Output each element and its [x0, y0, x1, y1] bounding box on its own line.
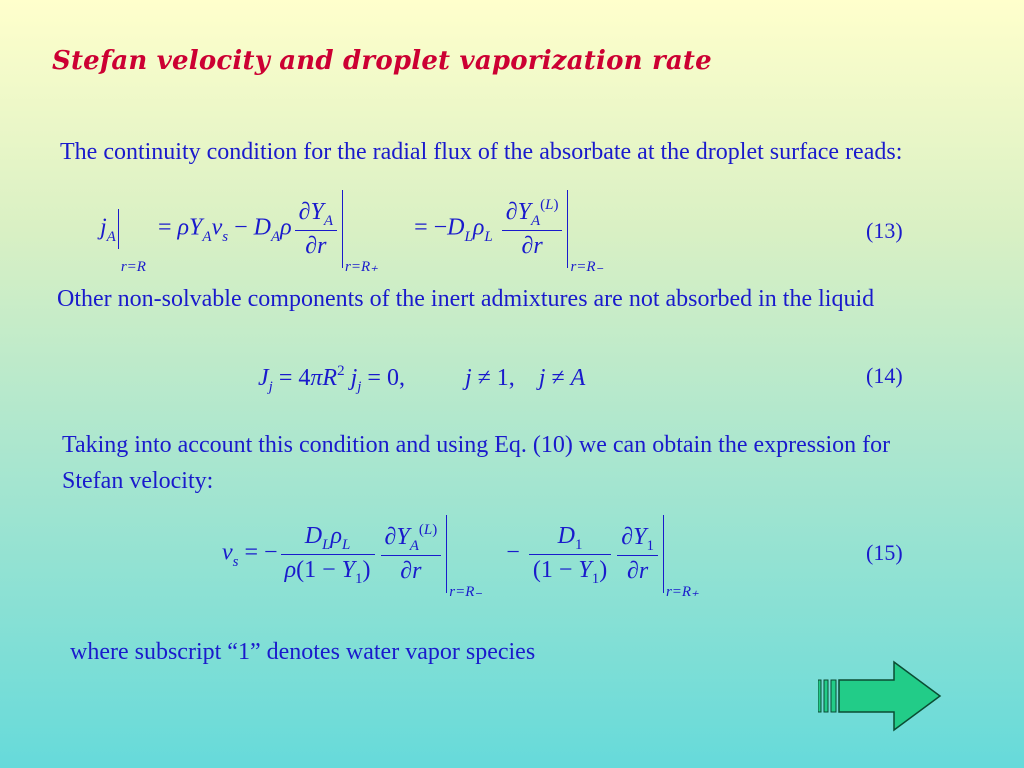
equation-13: $j_Ar=R = \rho Y_Av_s - D_A\rho$ $\frac{\partial Y_A}{\partial r}$ r=R₊ = $-D_L\rho_L$ $\frac{\partial Y_A^{(L)}}{\partial r}$ r=R₋ [100, 190, 604, 268]
paragraph-inert-admixtures: Other non-solvable components of the inert admixtures are not absorbed in the liquid [57, 286, 875, 312]
equation-14: $J_j = 4\pi R^2$ $j_j = 0$, j ≠ 1, j ≠ A [258, 363, 586, 395]
paragraph-continuity: The continuity condition for the radial flux of the absorbate at the droplet surface reads: [60, 139, 903, 165]
paragraph-subscript-note: where subscript “1” denotes water vapor species [70, 639, 536, 665]
equation-number-13: (13) [866, 218, 903, 243]
slide-title: Stefan velocity and droplet vaporization rate [52, 46, 712, 76]
equation-number-15: (15) [866, 540, 903, 565]
right-arrow-icon[interactable] [818, 660, 942, 732]
equation-number-14: (14) [866, 363, 903, 388]
paragraph-stefan: Taking into account this condition and using Eq. (10) we can obtain the expression for Stefan velocity: [62, 432, 891, 494]
equation-15: $v_s$ = − $\frac{D_L\rho_L}{\rho(1 - Y_1)}$ $\frac{\partial Y_A^{(L)}}{\partial r}$ r=R₋ − $\frac{D_1}{(1 - Y_1)}$ $\frac{\partial Y_1}{\partial r}$ r=R₊ [222, 515, 699, 593]
